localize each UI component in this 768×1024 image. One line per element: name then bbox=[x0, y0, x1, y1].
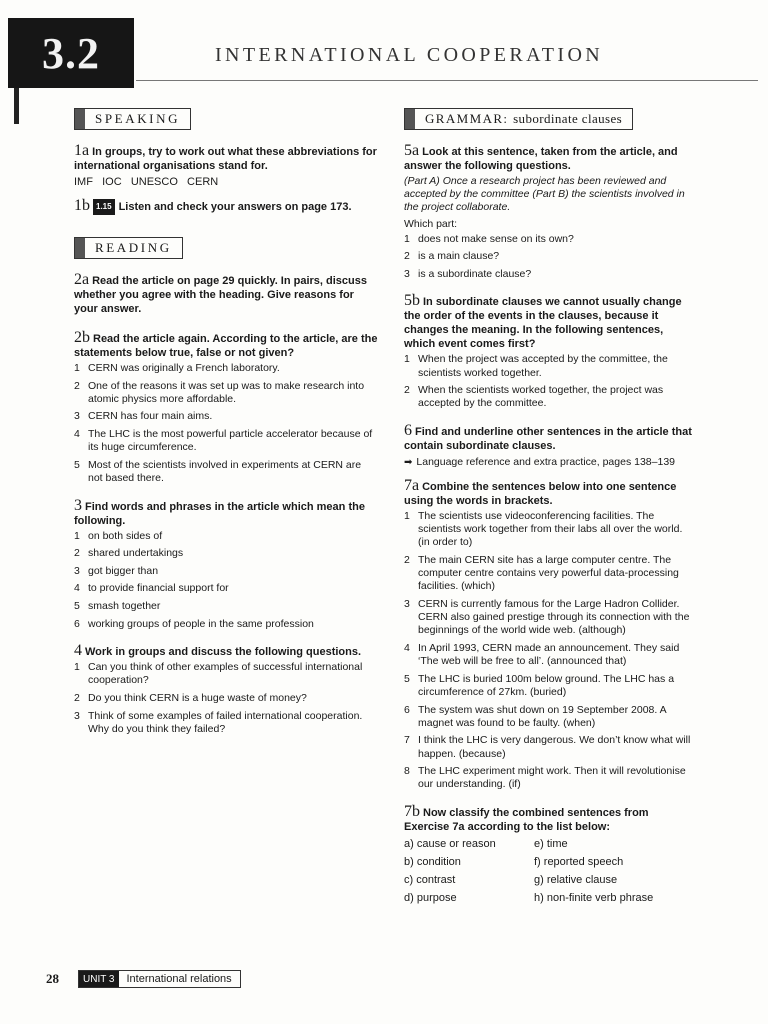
exercise-3-list bbox=[74, 530, 378, 631]
list-item: 4 to provide financial support for bbox=[74, 582, 229, 595]
list-item: 6 working groups of people in the same profession bbox=[74, 617, 314, 630]
list-item: 5 Most of the scientists involved in experiments at CERN are not based there. bbox=[74, 458, 362, 484]
option-item: b) condition bbox=[404, 855, 461, 868]
list-item: 8 The LHC experiment might work. Then it will revolutionise our understanding. (if) bbox=[404, 765, 686, 791]
exercise-3: 3 Find words and phrases in the article which mean the following. bbox=[74, 496, 365, 527]
reading-heading: READING bbox=[74, 237, 183, 259]
page-footer bbox=[46, 970, 241, 988]
which-part-prompt: Which part: bbox=[404, 217, 458, 230]
exercise-5b: 5b In subordinate clauses we cannot usually change the order of the events in the clauses, because it changes the meaning. In the following sentences, which event comes first? bbox=[404, 292, 682, 351]
list-item: 1 on both sides of bbox=[74, 529, 163, 542]
list-item: 4 In April 1993, CERN made an announcement. They said ‘The web will be free to all’. (announced that) bbox=[404, 641, 680, 668]
heading-bar-icon bbox=[75, 238, 85, 258]
list-item: 1 When the project was accepted by the committee, the scientists worked together. bbox=[404, 353, 668, 379]
list-item: 1 The scientists use videoconferencing facilities. The scientists work together from their labs all over the world. (in order to) bbox=[404, 509, 683, 549]
exercise-2a: 2a Read the article on page 29 quickly. In pairs, discuss whether you agree with the heading. Give reasons for your answer. bbox=[74, 271, 368, 315]
exercise-7b: 7b Now classify the combined sentences from Exercise 7a according to the list below: bbox=[404, 802, 649, 833]
exercise-5a: 5a Look at this sentence, taken from the article, and answer the following questions. bbox=[404, 142, 678, 172]
exercise-5b-list bbox=[404, 353, 696, 410]
exercise-2b: 2b Read the article again. According to the article, are the statements below true, false or not given? bbox=[74, 329, 378, 359]
list-item: 3 CERN is currently famous for the Large Hadron Collider. CERN also gained prestige through its connection with the beginnings of the world wide web. (although) bbox=[404, 597, 690, 637]
list-item: 5 The LHC is buried 100m below ground. The LHC has a circumference of 27km. (buried) bbox=[404, 672, 675, 698]
exercise-1a: 1a In groups, try to work out what these abbreviations for international organisations stand for. bbox=[74, 142, 377, 172]
right-column bbox=[404, 108, 696, 906]
option-item: c) contrast bbox=[404, 873, 456, 886]
list-item: 3 is a subordinate clause? bbox=[404, 267, 532, 280]
heading-bar-icon bbox=[75, 109, 85, 129]
unit-number-badge: 3.2 bbox=[8, 18, 134, 88]
list-item: 2 Do you think CERN is a huge waste of money? bbox=[74, 691, 307, 704]
exercise-5a-list bbox=[404, 233, 696, 281]
heading-bar-icon bbox=[405, 109, 415, 129]
exercise-1b: 1b 1.15 Listen and check your answers on page 173. bbox=[74, 197, 352, 214]
option-item: g) relative clause bbox=[534, 873, 618, 886]
list-item: 3 CERN has four main aims. bbox=[74, 410, 213, 423]
arrow-right-icon: ➡ bbox=[404, 456, 413, 468]
exercise-2b-list bbox=[74, 362, 378, 485]
unit-title: International relations bbox=[126, 973, 232, 985]
list-item: 6 The system was shut down on 19 September 2008. A magnet was found to be faulty. (when) bbox=[404, 703, 667, 729]
exercise-4-list bbox=[74, 661, 378, 736]
page-title: INTERNATIONAL COOPERATION bbox=[215, 44, 604, 66]
list-item: 3 Think of some examples of failed international cooperation. Why do you think they failed? bbox=[74, 709, 363, 735]
unit-chip: UNIT 3 bbox=[79, 971, 119, 987]
unit-footer-label bbox=[78, 970, 241, 988]
classification-options bbox=[404, 837, 696, 906]
list-item: 3 got bigger than bbox=[74, 564, 159, 577]
list-item: 2 When the scientists worked together, the project was accepted by the committee. bbox=[404, 384, 664, 410]
header-rule bbox=[136, 80, 758, 81]
option-item: h) non-finite verb phrase bbox=[534, 891, 654, 904]
option-item: a) cause or reason bbox=[404, 837, 496, 850]
list-item: 1 does not make sense on its own? bbox=[404, 232, 574, 245]
list-item: 2 One of the reasons it was set up was to make research into atomic physics more affordable. bbox=[74, 379, 365, 405]
exercise-4: 4 Work in groups and discuss the following questions. bbox=[74, 642, 362, 660]
spine-bar bbox=[14, 88, 19, 124]
abbreviation-list: IMF IOC UNESCO CERN bbox=[74, 176, 219, 188]
list-item: 1 CERN was originally a French laboratory. bbox=[74, 362, 280, 374]
list-item: 1 Can you think of other examples of successful international cooperation? bbox=[74, 661, 363, 687]
list-item: 7 I think the LHC is very dangerous. We don’t know what will happen. (because) bbox=[404, 734, 691, 760]
exercise-7a: 7a Combine the sentences below into one sentence using the words in brackets. bbox=[404, 476, 677, 507]
exercise-6: 6 Find and underline other sentences in the article that contain subordinate clauses. bbox=[404, 421, 692, 452]
list-item: 5 smash together bbox=[74, 599, 161, 612]
speaking-heading: SPEAKING bbox=[74, 108, 191, 130]
option-item: f) reported speech bbox=[534, 855, 624, 868]
reference-line: ➡ Language reference and extra practice, pages 138–139 bbox=[404, 455, 675, 468]
option-item: d) purpose bbox=[404, 891, 457, 904]
list-item: 2 is a main clause? bbox=[404, 250, 500, 263]
option-item: e) time bbox=[534, 837, 568, 850]
list-item: 2 The main CERN site has a large computer centre. The computer centre contains very powerful data-processing facilities. (which) bbox=[404, 553, 679, 593]
list-item: 2 shared undertakings bbox=[74, 547, 184, 560]
left-column bbox=[74, 108, 378, 740]
page-number: 28 bbox=[46, 971, 59, 986]
example-sentence: (Part A) Once a research project has been reviewed and accepted by the committee (Part B) the scientists involved in the project collaborate. bbox=[404, 175, 685, 214]
exercise-7a-list bbox=[404, 510, 696, 792]
grammar-heading: GRAMMAR: subordinate clauses bbox=[404, 108, 633, 130]
list-item: 4 The LHC is the most powerful particle accelerator because of its huge circumference. bbox=[74, 427, 373, 454]
audio-track-badge: 1.15 bbox=[93, 199, 115, 215]
